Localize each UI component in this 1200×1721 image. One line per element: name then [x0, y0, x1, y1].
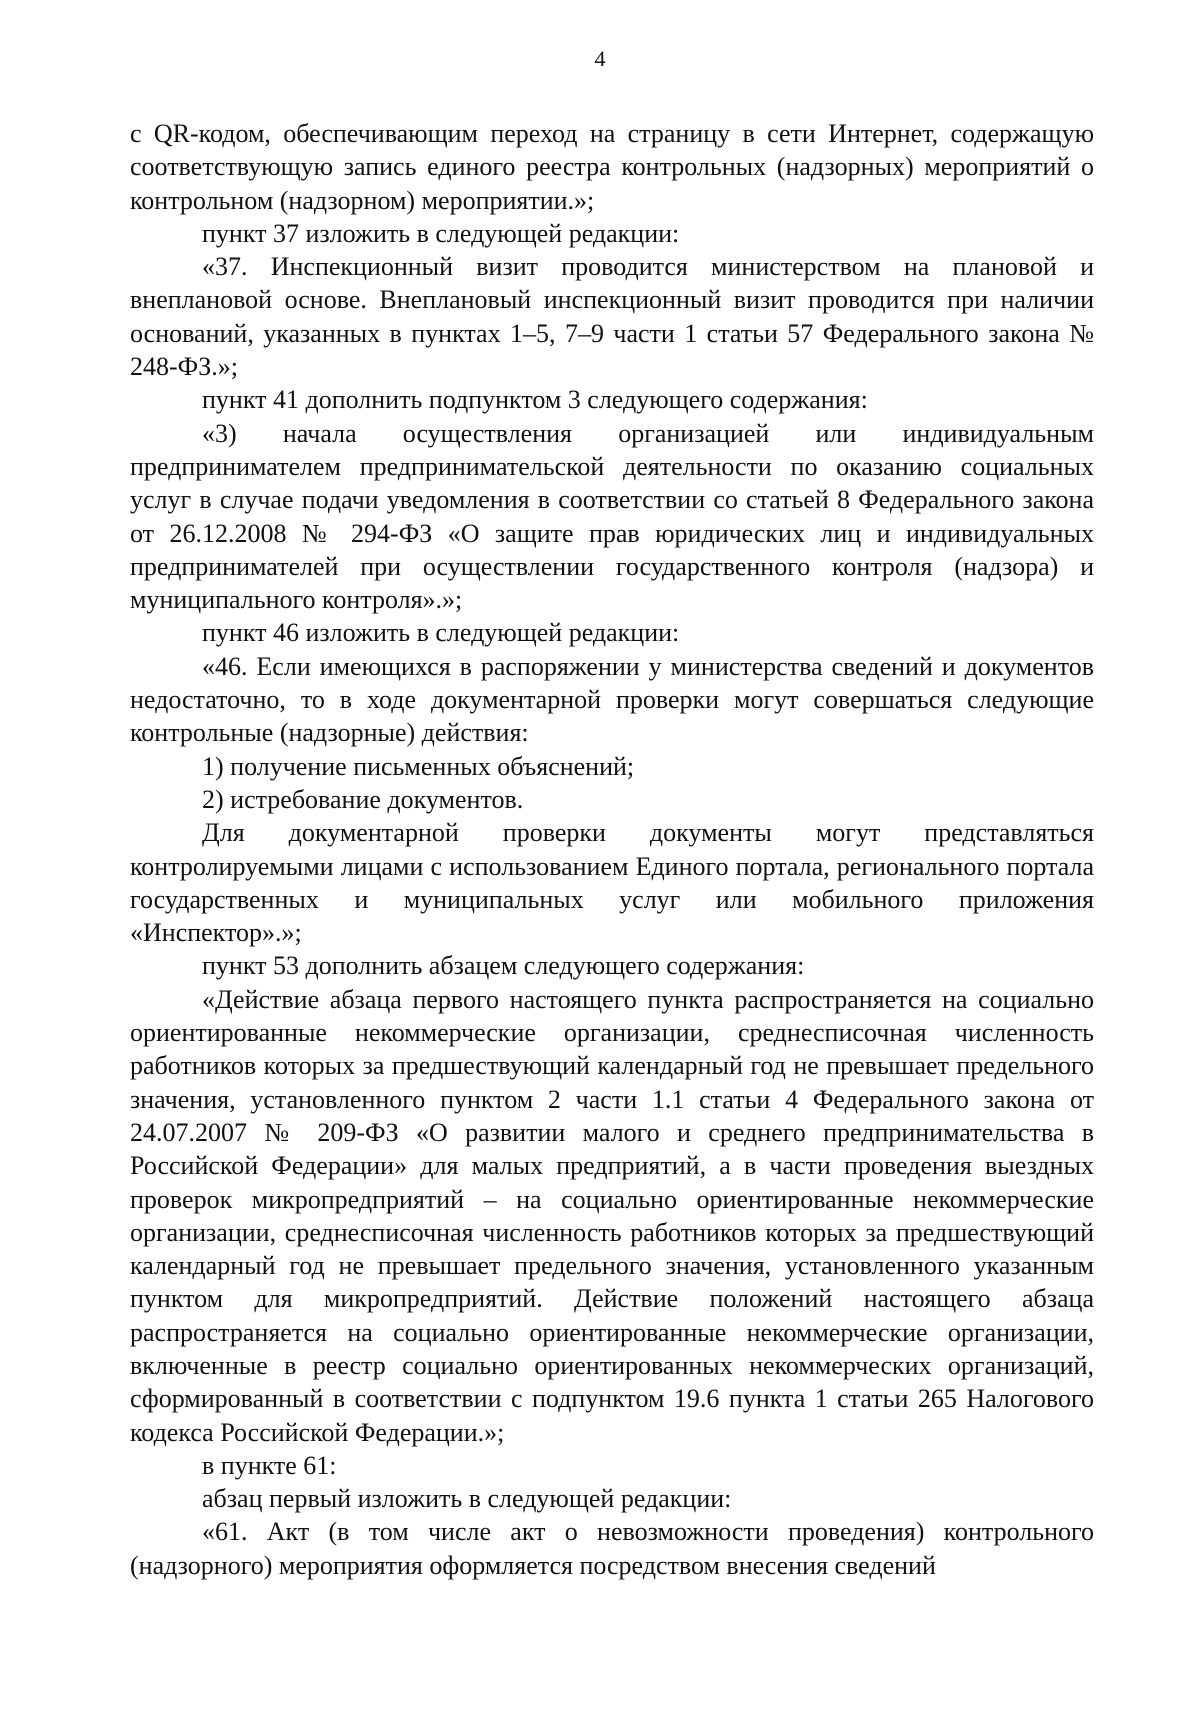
paragraph-item-46-action-1: 1) получение письменных объяснений; [202, 751, 635, 781]
paragraph-item-37-instruction: пункт 37 изложить в следующей редакции: [202, 218, 680, 248]
paragraph-item-46-documents: Для документарной проверки документы могут представляться контролируемыми лицами с использованием Единого портала, регионального портала государственных и муниципальных услуг или мобильного приложения «Инспектор».»; [130, 818, 1094, 948]
paragraph-item-37-text: «37. Инспекционный визит проводится министерством на плановой и внеплановой основе. Внеплановый инспекционный визит проводится при наличии оснований, указанных в пунктах 1–5, 7–9 части 1 статьи 57 Федерального закона № 248-ФЗ.»; [130, 252, 1094, 382]
page-number: 4 [594, 46, 606, 71]
paragraph-item-46-text: «46. Если имеющихся в распоряжении у министерства сведений и документов недостаточно, то в ходе документарной проверки могут совершаться следующие контрольные (надзорные) действия: [130, 651, 1094, 748]
paragraph-item-53-text: «Действие абзаца первого настоящего пункта распространяется на социально ориентированные некоммерческие организации, среднесписочная численность работников которых за предшествующий календарный год не превышает предельного значения, установленного пунктом 2 части 1.1 статьи 4 Федерального закона от 24.07.2007 № 209-ФЗ «О развитии малого и среднего предпринимательства в Российской Федерации» для малых предприятий, а в части проведения выездных проверок микропредприятий – на социально ориентированные некоммерческие организации, среднесписочная численность работников которых за предшествующий календарный год не превышает предельного значения, установленного указанным пунктом для микропредприятий. Действие положений настоящего абзаца распространяется на социально ориентированные некоммерческие организации, включенные в реестр социально ориентированных некоммерческих организаций, сформированный в соответствии с подпунктом 19.6 пункта 1 статьи 265 Налогового кодекса Российской Федерации.»; [130, 984, 1094, 1447]
paragraph-item-61-text: «61. Акт (в том числе акт о невозможности проведения) контрольного (надзорного) мероприятия оформляется посредством внесения сведений [130, 1517, 1094, 1580]
paragraph-item-61-heading: в пункте 61: [202, 1450, 337, 1480]
document-body [130, 117, 1094, 1582]
paragraph-item-61-instruction: абзац первый изложить в следующей редакции: [202, 1484, 732, 1514]
paragraph-item-53-instruction: пункт 53 дополнить абзацем следующего содержания: [202, 951, 805, 981]
paragraph-item-41-instruction: пункт 41 дополнить подпунктом 3 следующего содержания: [202, 385, 868, 415]
paragraph-item-46-instruction: пункт 46 изложить в следующей редакции: [202, 618, 680, 648]
paragraph-item-41-subitem-3: «3) начала осуществления организацией или индивидуальным предпринимателем предпринимательской деятельности по оказанию социальных услуг в случае подачи уведомления в соответствии со статьей 8 Федерального закона от 26.12.2008 № 294-ФЗ «О защите прав юридических лиц и индивидуальных предпринимателей при осуществлении государственного контроля (надзора) и муниципального контроля».»; [130, 418, 1094, 615]
paragraph-continuation-qr-code: с QR-кодом, обеспечивающим переход на страницу в сети Интернет, содержащую соответствующую запись единого реестра контрольных (надзорных) мероприятий о контрольном (надзорном) мероприятии.»; [130, 119, 1094, 215]
paragraph-item-46-action-2: 2) истребование документов. [202, 784, 524, 814]
